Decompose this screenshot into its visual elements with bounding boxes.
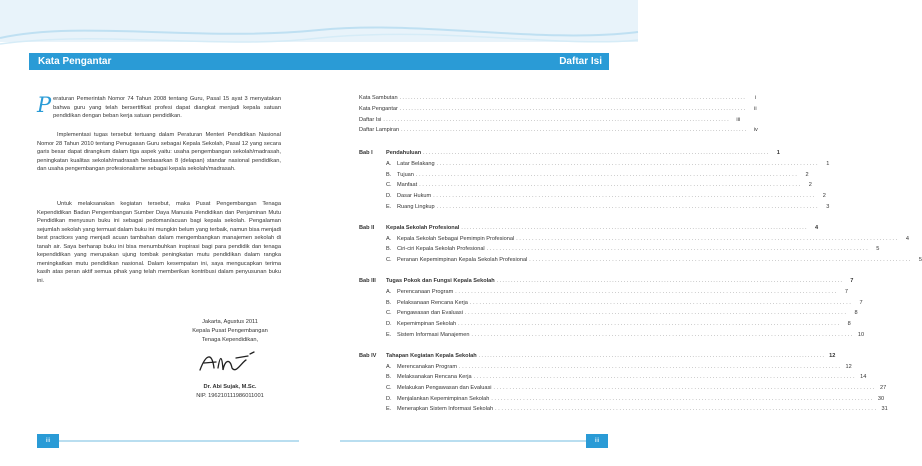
toc-subentry-letter: A. <box>386 235 392 242</box>
toc-subentry-page: 4 <box>905 235 909 242</box>
toc-chapter-entry[interactable] <box>359 276 854 287</box>
toc-subentry-label: Perencanaan Program <box>397 288 454 295</box>
toc-subentry[interactable] <box>359 404 888 415</box>
toc-subentry-letter: C. <box>386 182 392 189</box>
toc-leader-dots: ........................................................................................................................ <box>436 203 820 210</box>
toc-leader-dots: ........................................................................................................................ <box>419 182 802 189</box>
toc-subentry-label: Menjalankan Kepemimpinan Sekolah <box>397 395 490 402</box>
toc-subentry-letter: A. <box>386 363 392 370</box>
toc-leader-dots: ........................................................................................................................ <box>496 278 844 285</box>
decorative-swoosh <box>0 0 638 60</box>
toc-leader-dots: ........................................................................................................................ <box>455 288 838 295</box>
toc-entry-page: iii <box>736 116 741 123</box>
toc-spacer <box>359 265 600 276</box>
signature-header <box>180 318 280 345</box>
toc-subentry[interactable] <box>359 255 922 266</box>
toc-entry-page: i <box>755 95 757 102</box>
right-footer-line <box>340 440 586 442</box>
toc-chapter-title: Tugas Pokok dan Fungsi Kepala Sekolah <box>386 278 495 285</box>
toc-leader-dots: ........................................................................................................................ <box>433 193 816 200</box>
toc-leader-dots: ........................................................................................................................ <box>461 224 809 231</box>
toc-subentry-label: Sistem Informasi Manajemen <box>397 331 470 338</box>
toc-chapter-title: Pendahuluan <box>386 150 422 157</box>
toc-front-matter <box>359 93 758 136</box>
toc-subentry-page: 1 <box>826 161 830 168</box>
toc-chapter-title: Kepala Sekolah Profesional <box>386 224 460 231</box>
toc-leader-dots: ........................................................................................................................ <box>464 310 848 317</box>
toc-subentry-letter: D. <box>386 193 392 200</box>
toc-chapter-title: Tahapan Kegiatan Kepala Sekolah <box>386 352 477 359</box>
toc-chapter-number: Bab IV <box>359 352 377 359</box>
toc-leader-dots: ........................................................................................................................ <box>458 320 841 327</box>
toc-chapter-page: 7 <box>850 278 854 285</box>
toc-leader-dots: ........................................................................................................................ <box>495 406 878 413</box>
toc-leader-dots: ........................................................................................................................ <box>415 171 799 178</box>
preface-paragraph-2: Implementasi tugas tersebut tertuang dalam Peraturan Menteri Pendidikan Nasional Nomor 28 Tahun 2010 tentang Penugasan Guru sebagai Kepala Sekolah, Pasal 12 yang secara garis besar dapat dirangkum dalam tiga aspek yaitu: usaha pengembangan sekolah/madrasah, peningkatan kualitas sekolah/madrasah berdasarkan 8 (delapan) standar nasional pendidikan, dan usaha pengembangan profesionalisme sebagai kepala sekolah/madrasah. <box>37 132 281 172</box>
toc-subentry-letter: A. <box>386 161 392 168</box>
toc-subentry-label: Kepala Sekolah Sebagai Pemimpin Profesional <box>397 235 515 242</box>
sign-office-line-1: Kepala Pusat Pengembangan <box>192 328 268 334</box>
toc-entry[interactable] <box>359 104 757 115</box>
toc-subentry[interactable] <box>359 319 851 330</box>
preface-paragraph-3: Untuk melaksanakan kegiatan tersebut, maka Pusat Pengembangan Tenaga Kependidikan Badan Pengembangan Sumber Daya Manusia Pendidikan dan Penjaminan Mutu Pendidikan menyusun buku ini sebagai pedoman/acuan bagi kepala sekolah. Pengalaman sejumlah sekolah yang termuat dalam buku ini mungkin belum yang terbaik, namun bisa menjadi best practices yang menjadi acuan tambahan dalam mengembangkan manajemen sekolah di tanah air. Saya berharap buku ini bisa menumbuhkan inspirasi bagi para pendidik dan tenaga kependidikan yang merupakan ujung tombak peningkatan mutu pendidikan dalam rangka meningkatkan mutu pendidikan nasional. Dalam kesempatan ini, saya mengucapkan terima kasih atas peran aktif semua pihak yang telah memberikan kontribusi dalam penyusunan buku ini. <box>37 201 281 284</box>
toc-subentry-page: 7 <box>859 299 863 306</box>
toc-subentry-page: 10 <box>857 331 865 338</box>
toc-subentry-letter: E. <box>386 203 392 210</box>
toc-subentry-page: 14 <box>860 374 867 381</box>
preface-paragraph-1-text: eraturan Pemerintah Nomor 74 Tahun 2008 tentang Guru, Pasal 15 ayat 3 menyatakan bahwa guru yang telah bersertifikat profesi dapat diangkat menjadi kepala satuan pendidikan dengan beban kerja satuan pendidikan. <box>53 96 281 119</box>
toc-subentry-page: 31 <box>881 406 888 413</box>
toc-subentry[interactable] <box>359 169 809 180</box>
toc-spacer <box>359 212 600 223</box>
toc-chapter-number: Bab I <box>359 150 373 157</box>
toc-subentry-page: 7 <box>844 288 848 295</box>
toc-chapter-page: 4 <box>814 224 819 231</box>
toc-chapters <box>359 148 922 415</box>
toc-entry-page: ii <box>754 106 757 113</box>
toc-subentry-letter: D. <box>386 395 392 402</box>
toc-leader-dots: ........................................................................................................................ <box>491 395 875 402</box>
toc-leader-dots: ........................................................................................................................ <box>423 150 770 157</box>
page-title-kata-pengantar: Kata Pengantar <box>38 56 112 67</box>
toc-subentry-label: Pelaksanaan Rencana Kerja <box>397 299 468 306</box>
toc-subentry[interactable] <box>359 233 909 244</box>
toc-subentry-letter: C. <box>386 257 392 264</box>
toc-entry[interactable] <box>359 93 757 104</box>
toc-subentry-page: 2 <box>805 171 809 178</box>
toc-subentry[interactable] <box>359 159 830 170</box>
toc-chapter-entry[interactable] <box>359 223 819 234</box>
toc-subentry[interactable] <box>359 393 885 404</box>
toc-subentry-letter: B. <box>386 374 392 381</box>
toc-chapter-number: Bab II <box>359 224 375 231</box>
toc-leader-dots: ........................................................................................................................ <box>529 257 912 264</box>
toc-entry[interactable] <box>359 114 741 125</box>
toc-entry-label: Daftar Isi <box>359 116 382 123</box>
toc-subentry[interactable] <box>359 372 867 383</box>
toc-chapter-page: 12 <box>829 352 836 359</box>
toc-subentry-label: Ruang Lingkup <box>397 203 435 210</box>
toc-leader-dots: ........................................................................................................................ <box>399 106 747 113</box>
toc-chapter-number: Bab III <box>359 278 376 285</box>
toc-leader-dots: ........................................................................................................................ <box>459 363 842 370</box>
toc-subentry-page: 8 <box>854 310 858 317</box>
toc-subentry[interactable] <box>359 244 880 255</box>
toc-subentry-label: Tujuan <box>397 171 414 178</box>
toc-entry-label: Kata Pengantar <box>359 106 398 113</box>
toc-chapter-entry[interactable] <box>359 148 780 159</box>
toc-subentry-page: 8 <box>847 320 851 327</box>
toc-subentry[interactable] <box>359 297 863 308</box>
toc-subentry-page: 27 <box>880 384 887 391</box>
toc-subentry-label: Ciri-ciri Kepala Sekolah Profesional <box>397 246 485 253</box>
left-footer-line <box>59 440 299 442</box>
toc-subentry[interactable] <box>359 180 812 191</box>
toc-leader-dots: ........................................................................................................................ <box>399 95 747 102</box>
toc-subentry[interactable] <box>359 287 848 298</box>
toc-subentry-letter: A. <box>386 288 392 295</box>
toc-subentry-page: 3 <box>826 203 830 210</box>
toc-subentry-page: 2 <box>808 182 812 189</box>
toc-subentry-label: Menerapkan Sistem Informasi Sekolah <box>397 406 494 413</box>
preface-paragraph-1 <box>37 95 281 121</box>
toc-entry-label: Kata Sambutan <box>359 95 398 102</box>
toc-subentry[interactable] <box>359 191 826 202</box>
toc-entry-page: iv <box>753 127 758 134</box>
page-title-daftar-isi: Daftar Isi <box>559 56 602 67</box>
toc-subentry-letter: B. <box>386 299 392 306</box>
toc-subentry-label: Latar Belakang <box>397 161 435 168</box>
toc-leader-dots: ........................................................................................................................ <box>383 116 731 123</box>
toc-chapter-page: 1 <box>776 150 780 157</box>
toc-subentry-letter: E. <box>386 406 392 413</box>
toc-subentry-label: Merencanakan Program <box>397 363 458 370</box>
sign-office-line-2: Tenaga Kependidikan, <box>201 337 259 343</box>
toc-subentry[interactable] <box>359 308 858 319</box>
signatory-name: Dr. Abi Sujak, M.Sc. <box>203 384 257 390</box>
toc-leader-dots: ........................................................................................................................ <box>436 161 820 168</box>
toc-subentry-label: Melakukan Pengawasan dan Evaluasi <box>397 384 492 391</box>
toc-leader-dots: ........................................................................................................................ <box>478 352 826 359</box>
toc-leader-dots: ........................................................................................................................ <box>469 299 853 306</box>
toc-leader-dots: ........................................................................................................................ <box>493 384 877 391</box>
signature-footer <box>180 383 280 401</box>
left-page-number: iii <box>37 434 59 448</box>
toc-chapter-entry[interactable] <box>359 351 836 362</box>
toc-subentry-letter: B. <box>386 171 392 178</box>
toc-subentry-letter: D. <box>386 320 392 327</box>
toc-subentry-page: 5 <box>876 246 880 253</box>
toc-subentry-page: 30 <box>877 395 885 402</box>
toc-leader-dots: ........................................................................................................................ <box>486 246 870 253</box>
handwritten-signature <box>192 348 262 378</box>
toc-entry-label: Daftar Lampiran <box>359 127 400 134</box>
toc-subentry-letter: C. <box>386 384 392 391</box>
drop-cap-letter: P <box>37 93 52 117</box>
toc-subentry-label: Peranan Kepemimpinan Kepala Sekolah Profesional <box>397 257 528 264</box>
toc-subentry-label: Manfaat <box>397 182 418 189</box>
toc-subentry-label: Melaksanakan Rencana Kerja <box>397 374 472 381</box>
toc-subentry[interactable] <box>359 329 865 340</box>
toc-subentry-letter: B. <box>386 246 392 253</box>
toc-leader-dots: ........................................................................................................................ <box>471 331 855 338</box>
toc-subentry-letter: E. <box>386 331 392 338</box>
toc-subentry-letter: C. <box>386 310 392 317</box>
toc-entry[interactable] <box>359 125 758 136</box>
toc-subentry[interactable] <box>359 383 887 394</box>
right-page-number: iii <box>586 434 608 448</box>
toc-subentry-label: Kepemimpinan Sekolah <box>397 320 457 327</box>
toc-subentry-page: 2 <box>822 193 826 200</box>
signatory-nip: NIP. 196210111986011001 <box>196 393 264 399</box>
toc-subentry[interactable] <box>359 201 830 212</box>
toc-leader-dots: ........................................................................................................................ <box>401 127 748 134</box>
toc-subentry-page: 12 <box>845 363 852 370</box>
toc-spacer <box>359 340 600 351</box>
toc-subentry[interactable] <box>359 361 852 372</box>
sign-place-date: Jakarta, Agustus 2011 <box>202 319 258 325</box>
toc-leader-dots: ........................................................................................................................ <box>473 374 857 381</box>
toc-subentry-label: Dasar Hukum <box>397 193 432 200</box>
toc-subentry-page: 5 <box>918 257 922 264</box>
toc-leader-dots: ........................................................................................................................ <box>516 235 899 242</box>
toc-subentry-label: Pengawasan dan Evaluasi <box>397 310 463 317</box>
